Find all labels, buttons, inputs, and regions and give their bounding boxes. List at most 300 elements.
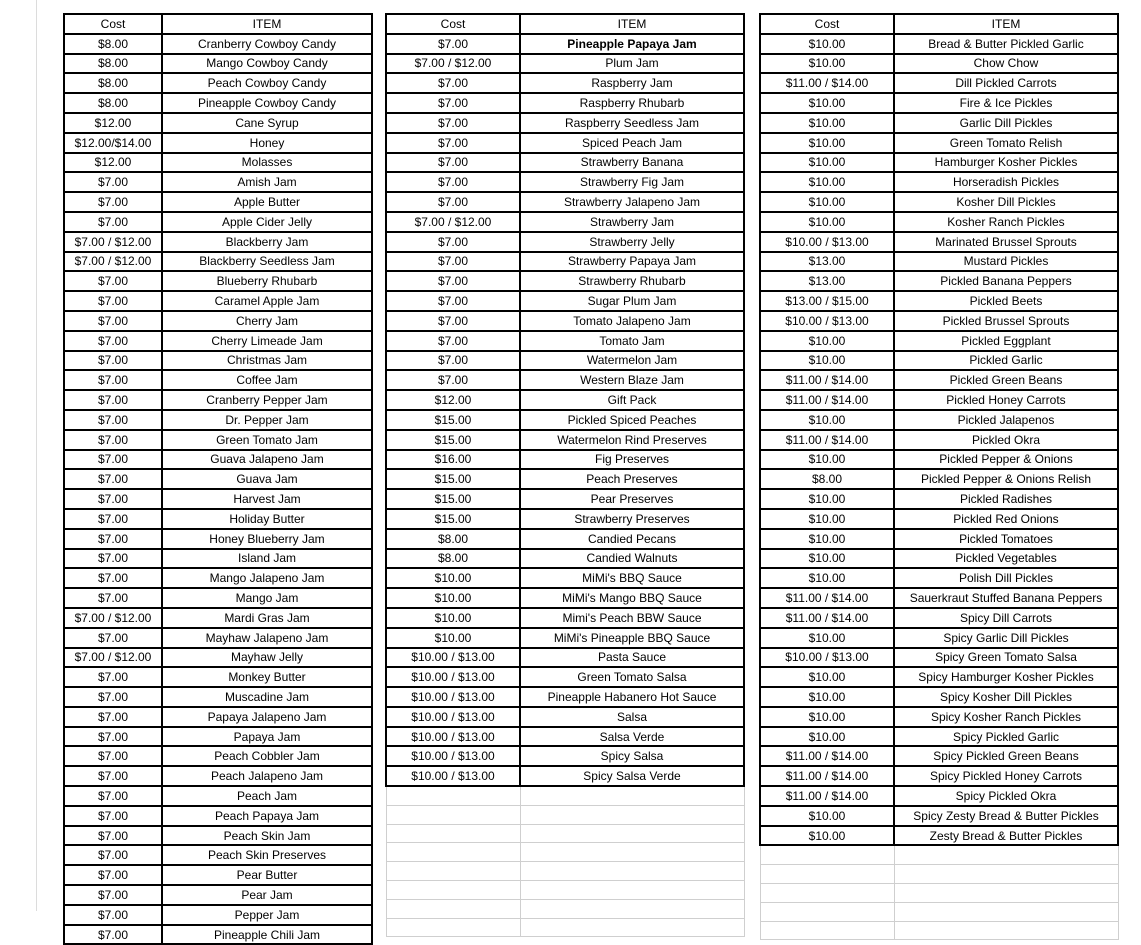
empty-cell[interactable] — [760, 921, 894, 940]
table-row — [64, 252, 372, 272]
item-cell[interactable]: Kosher Ranch Pickles — [894, 212, 1118, 232]
cost-cell[interactable]: $10.00 — [760, 153, 894, 173]
empty-cell[interactable] — [520, 862, 744, 881]
cost-cell[interactable]: $10.00 — [760, 93, 894, 113]
item-cell[interactable]: Bread & Butter Pickled Garlic — [894, 34, 1118, 54]
cost-cell[interactable]: $7.00 / $12.00 — [386, 212, 520, 232]
cost-cell[interactable]: $15.00 — [386, 410, 520, 430]
table-row — [760, 727, 1118, 747]
item-cell[interactable]: Tomato Jam — [520, 331, 744, 351]
item-cell[interactable]: Mardi Gras Jam — [162, 608, 372, 628]
cost-cell[interactable]: $7.00 — [64, 766, 162, 786]
cost-cell[interactable]: $7.00 — [386, 271, 520, 291]
cost-cell[interactable]: $10.00 — [760, 687, 894, 707]
cost-cell[interactable]: $8.00 — [64, 73, 162, 93]
item-cell[interactable]: Papaya Jalapeno Jam — [162, 707, 372, 727]
empty-cell[interactable] — [894, 845, 1118, 864]
cost-cell[interactable]: $7.00 — [64, 271, 162, 291]
empty-cell[interactable] — [894, 884, 1118, 903]
cost-cell[interactable]: $10.00 / $13.00 — [760, 311, 894, 331]
item-cell[interactable]: Guava Jam — [162, 469, 372, 489]
cost-cell[interactable]: $11.00 / $14.00 — [760, 766, 894, 786]
item-cell[interactable]: Pear Preserves — [520, 489, 744, 509]
item-cell[interactable]: Sauerkraut Stuffed Banana Peppers — [894, 588, 1118, 608]
cost-cell[interactable]: $15.00 — [386, 430, 520, 450]
cost-cell[interactable]: $7.00 — [64, 925, 162, 945]
item-cell[interactable]: Strawberry Banana — [520, 153, 744, 173]
item-cell[interactable]: Spicy Salsa — [520, 746, 744, 766]
cost-cell[interactable]: $10.00 / $13.00 — [386, 667, 520, 687]
item-cell[interactable]: Pear Jam — [162, 885, 372, 905]
cost-cell[interactable]: $11.00 / $14.00 — [760, 786, 894, 806]
item-cell[interactable]: Strawberry Jelly — [520, 232, 744, 252]
item-cell[interactable]: Hamburger Kosher Pickles — [894, 153, 1118, 173]
cost-cell[interactable]: $11.00 / $14.00 — [760, 73, 894, 93]
item-cell[interactable]: Pickled Banana Peppers — [894, 271, 1118, 291]
cost-cell[interactable]: $7.00 — [386, 252, 520, 272]
cost-cell[interactable]: $10.00 — [760, 727, 894, 747]
cost-cell[interactable]: $11.00 / $14.00 — [760, 608, 894, 628]
cost-cell[interactable]: $7.00 / $12.00 — [64, 232, 162, 252]
cost-cell[interactable]: $7.00 — [386, 133, 520, 153]
empty-cell[interactable] — [520, 843, 744, 862]
cost-cell[interactable]: $7.00 / $12.00 — [64, 252, 162, 272]
item-cell[interactable]: Strawberry Papaya Jam — [520, 252, 744, 272]
empty-cell[interactable] — [520, 786, 744, 805]
cost-cell[interactable]: $7.00 / $12.00 — [64, 648, 162, 668]
empty-cell[interactable] — [386, 881, 520, 900]
item-cell[interactable]: Peach Papaya Jam — [162, 806, 372, 826]
cost-cell[interactable]: $7.00 — [386, 172, 520, 192]
item-cell[interactable]: Pickled Eggplant — [894, 331, 1118, 351]
cost-cell[interactable]: $12.00 — [64, 153, 162, 173]
cost-cell[interactable]: $7.00 — [386, 93, 520, 113]
cost-cell[interactable]: $15.00 — [386, 489, 520, 509]
cost-cell[interactable]: $10.00 — [760, 707, 894, 727]
table-row — [64, 331, 372, 351]
item-cell[interactable]: Harvest Jam — [162, 489, 372, 509]
item-cell[interactable]: Strawberry Fig Jam — [520, 172, 744, 192]
item-cell[interactable]: Watermelon Rind Preserves — [520, 430, 744, 450]
cost-cell[interactable]: $13.00 — [760, 252, 894, 272]
cost-cell[interactable]: $11.00 / $14.00 — [760, 370, 894, 390]
cost-cell[interactable]: $13.00 / $15.00 — [760, 291, 894, 311]
cost-cell[interactable]: $7.00 — [64, 311, 162, 331]
item-cell[interactable]: Pineapple Cowboy Candy — [162, 93, 372, 113]
cost-cell[interactable]: $7.00 — [386, 113, 520, 133]
table-row — [760, 172, 1118, 192]
empty-cell[interactable] — [386, 805, 520, 824]
item-cell[interactable]: Raspberry Seedless Jam — [520, 113, 744, 133]
empty-cell[interactable] — [520, 881, 744, 900]
item-cell[interactable]: Green Tomato Relish — [894, 133, 1118, 153]
item-cell[interactable]: Peach Jalapeno Jam — [162, 766, 372, 786]
item-cell[interactable]: Spicy Dill Carrots — [894, 608, 1118, 628]
item-cell[interactable]: Zesty Bread & Butter Pickles — [894, 826, 1118, 846]
item-cell[interactable]: Chow Chow — [894, 54, 1118, 74]
item-cell[interactable]: Garlic Dill Pickles — [894, 113, 1118, 133]
empty-cell[interactable] — [520, 824, 744, 843]
item-cell[interactable]: Mayhaw Jelly — [162, 648, 372, 668]
item-cell[interactable]: Monkey Butter — [162, 667, 372, 687]
item-cell[interactable]: Cranberry Pepper Jam — [162, 390, 372, 410]
cost-cell[interactable]: $15.00 — [386, 509, 520, 529]
item-cell[interactable]: Pineapple Habanero Hot Sauce — [520, 687, 744, 707]
item-cell[interactable]: Spicy Hamburger Kosher Pickles — [894, 667, 1118, 687]
item-cell[interactable]: Cherry Jam — [162, 311, 372, 331]
cost-cell[interactable]: $10.00 / $13.00 — [386, 766, 520, 786]
cost-cell[interactable]: $8.00 — [386, 549, 520, 569]
item-cell[interactable]: Spicy Pickled Garlic — [894, 727, 1118, 747]
cost-cell[interactable]: $10.00 / $13.00 — [386, 707, 520, 727]
cost-cell[interactable]: $7.00 — [64, 806, 162, 826]
cost-cell[interactable]: $10.00 / $13.00 — [386, 727, 520, 747]
cost-cell[interactable]: $7.00 — [64, 489, 162, 509]
cost-cell[interactable]: $7.00 — [64, 746, 162, 766]
cost-header: Cost — [386, 14, 520, 34]
table-row — [64, 93, 372, 113]
cost-cell[interactable]: $10.00 — [760, 628, 894, 648]
item-cell[interactable]: Marinated Brussel Sprouts — [894, 232, 1118, 252]
cost-cell[interactable]: $10.00 — [760, 133, 894, 153]
item-cell[interactable]: Holiday Butter — [162, 509, 372, 529]
cost-cell[interactable]: $7.00 — [64, 331, 162, 351]
empty-cell[interactable] — [760, 902, 894, 921]
cost-cell[interactable]: $7.00 — [386, 311, 520, 331]
item-cell[interactable]: Christmas Jam — [162, 351, 372, 371]
table-row — [64, 450, 372, 470]
cost-cell[interactable]: $11.00 / $14.00 — [760, 588, 894, 608]
cost-cell[interactable]: $7.00 — [64, 172, 162, 192]
cost-cell[interactable]: $10.00 — [386, 608, 520, 628]
cost-cell[interactable]: $7.00 — [64, 727, 162, 747]
item-cell[interactable]: Candied Pecans — [520, 529, 744, 549]
item-cell[interactable]: Spicy Salsa Verde — [520, 766, 744, 786]
item-cell[interactable]: Blackberry Seedless Jam — [162, 252, 372, 272]
cost-cell[interactable]: $7.00 — [64, 826, 162, 846]
item-cell[interactable]: Raspberry Jam — [520, 73, 744, 93]
item-cell[interactable]: Pickled Honey Carrots — [894, 390, 1118, 410]
item-cell[interactable]: Pasta Sauce — [520, 648, 744, 668]
cost-cell[interactable]: $7.00 — [64, 370, 162, 390]
header-row — [760, 14, 1118, 34]
cost-cell[interactable]: $7.00 — [64, 291, 162, 311]
item-cell[interactable]: Pickled Red Onions — [894, 509, 1118, 529]
empty-cell[interactable] — [894, 902, 1118, 921]
cost-cell[interactable]: $11.00 / $14.00 — [760, 430, 894, 450]
table-row — [64, 845, 372, 865]
item-cell[interactable]: MiMi's Pineapple BBQ Sauce — [520, 628, 744, 648]
cost-cell[interactable]: $7.00 — [64, 469, 162, 489]
cost-cell[interactable]: $7.00 — [64, 885, 162, 905]
item-cell[interactable]: Mustard Pickles — [894, 252, 1118, 272]
table-row — [386, 73, 744, 93]
item-cell[interactable]: Green Tomato Jam — [162, 430, 372, 450]
cost-cell[interactable]: $15.00 — [386, 469, 520, 489]
table-row — [760, 667, 1118, 687]
item-cell[interactable]: Peach Skin Jam — [162, 826, 372, 846]
item-cell[interactable]: Pepper Jam — [162, 905, 372, 925]
item-cell[interactable]: Spicy Garlic Dill Pickles — [894, 628, 1118, 648]
item-cell[interactable]: Fire & Ice Pickles — [894, 93, 1118, 113]
empty-cell[interactable] — [520, 899, 744, 918]
item-cell[interactable]: Mango Jam — [162, 588, 372, 608]
item-cell[interactable]: Polish Dill Pickles — [894, 568, 1118, 588]
item-cell[interactable]: Honey Blueberry Jam — [162, 529, 372, 549]
item-cell[interactable]: Cane Syrup — [162, 113, 372, 133]
cost-cell[interactable]: $10.00 — [760, 489, 894, 509]
cost-cell[interactable]: $11.00 / $14.00 — [760, 746, 894, 766]
empty-cell[interactable] — [760, 865, 894, 884]
table-row — [64, 648, 372, 668]
item-cell[interactable]: Western Blaze Jam — [520, 370, 744, 390]
cost-cell[interactable]: $10.00 — [760, 351, 894, 371]
item-cell[interactable]: Blackberry Jam — [162, 232, 372, 252]
item-cell[interactable]: Kosher Dill Pickles — [894, 192, 1118, 212]
item-cell[interactable]: Muscadine Jam — [162, 687, 372, 707]
item-cell[interactable]: Guava Jalapeno Jam — [162, 450, 372, 470]
item-cell[interactable]: Strawberry Preserves — [520, 509, 744, 529]
item-cell[interactable]: Pickled Vegetables — [894, 549, 1118, 569]
item-cell[interactable]: Watermelon Jam — [520, 351, 744, 371]
item-cell[interactable]: Fig Preserves — [520, 450, 744, 470]
empty-cell[interactable] — [760, 845, 894, 864]
cost-cell[interactable]: $7.00 — [386, 232, 520, 252]
item-cell[interactable]: Sugar Plum Jam — [520, 291, 744, 311]
item-cell[interactable]: Mango Cowboy Candy — [162, 54, 372, 74]
cost-cell[interactable]: $10.00 — [760, 549, 894, 569]
item-cell[interactable]: Molasses — [162, 153, 372, 173]
item-cell[interactable]: Peach Jam — [162, 786, 372, 806]
item-cell[interactable]: Cranberry Cowboy Candy — [162, 34, 372, 54]
empty-cell[interactable] — [386, 824, 520, 843]
cost-cell[interactable]: $10.00 / $13.00 — [760, 232, 894, 252]
cost-cell[interactable]: $10.00 — [386, 568, 520, 588]
cost-cell[interactable]: $7.00 — [386, 370, 520, 390]
table-row — [760, 113, 1118, 133]
item-cell[interactable]: Cherry Limeade Jam — [162, 331, 372, 351]
cost-cell[interactable]: $10.00 / $13.00 — [386, 648, 520, 668]
item-cell[interactable]: Dill Pickled Carrots — [894, 73, 1118, 93]
table-row — [760, 410, 1118, 430]
table-row — [386, 34, 744, 54]
item-cell[interactable]: Spicy Pickled Okra — [894, 786, 1118, 806]
item-cell[interactable]: Papaya Jam — [162, 727, 372, 747]
table-row — [64, 133, 372, 153]
empty-cell[interactable] — [520, 918, 744, 937]
item-cell[interactable]: Strawberry Rhubarb — [520, 271, 744, 291]
cost-cell[interactable]: $7.00 — [64, 390, 162, 410]
cost-cell[interactable]: $7.00 — [64, 568, 162, 588]
item-cell[interactable]: Apple Butter — [162, 192, 372, 212]
empty-cell[interactable] — [386, 862, 520, 881]
cost-cell[interactable]: $10.00 — [760, 212, 894, 232]
cost-cell[interactable]: $7.00 — [64, 529, 162, 549]
item-cell[interactable]: Dr. Pepper Jam — [162, 410, 372, 430]
cost-cell[interactable]: $10.00 — [760, 806, 894, 826]
item-cell[interactable]: Caramel Apple Jam — [162, 291, 372, 311]
item-cell[interactable]: Pickled Pepper & Onions — [894, 450, 1118, 470]
item-cell[interactable]: Mayhaw Jalapeno Jam — [162, 628, 372, 648]
item-cell[interactable]: Pickled Radishes — [894, 489, 1118, 509]
cost-cell[interactable]: $7.00 — [386, 331, 520, 351]
item-cell[interactable]: Pickled Tomatoes — [894, 529, 1118, 549]
cost-cell[interactable]: $10.00 — [760, 172, 894, 192]
table-row — [760, 529, 1118, 549]
cost-cell[interactable]: $10.00 / $13.00 — [386, 687, 520, 707]
item-cell[interactable]: Candied Walnuts — [520, 549, 744, 569]
empty-cell[interactable] — [894, 921, 1118, 940]
cost-cell[interactable]: $7.00 — [386, 34, 520, 54]
item-cell[interactable]: Strawberry Jalapeno Jam — [520, 192, 744, 212]
item-cell[interactable]: Spicy Pickled Honey Carrots — [894, 766, 1118, 786]
cost-cell[interactable]: $7.00 — [386, 73, 520, 93]
cost-cell[interactable]: $7.00 — [64, 786, 162, 806]
item-cell[interactable]: Pear Butter — [162, 865, 372, 885]
cost-cell[interactable]: $10.00 — [386, 588, 520, 608]
item-cell[interactable]: Raspberry Rhubarb — [520, 93, 744, 113]
item-cell[interactable]: Green Tomato Salsa — [520, 667, 744, 687]
item-cell[interactable]: MiMi's Mango BBQ Sauce — [520, 588, 744, 608]
item-cell[interactable]: Pineapple Papaya Jam — [520, 34, 744, 54]
cost-cell[interactable]: $7.00 — [64, 588, 162, 608]
cost-cell[interactable]: $7.00 — [64, 351, 162, 371]
item-cell[interactable]: Coffee Jam — [162, 370, 372, 390]
cost-cell[interactable]: $12.00 — [64, 113, 162, 133]
table-row — [760, 786, 1118, 806]
item-cell[interactable]: Spicy Zesty Bread & Butter Pickles — [894, 806, 1118, 826]
item-cell[interactable]: Blueberry Rhubarb — [162, 271, 372, 291]
item-cell[interactable]: Pickled Okra — [894, 430, 1118, 450]
item-cell[interactable]: Pineapple Chili Jam — [162, 925, 372, 945]
cost-cell[interactable]: $10.00 — [760, 54, 894, 74]
item-cell[interactable]: Peach Preserves — [520, 469, 744, 489]
cost-cell[interactable]: $7.00 — [386, 192, 520, 212]
cost-cell[interactable]: $13.00 — [760, 271, 894, 291]
cost-cell[interactable]: $7.00 — [64, 687, 162, 707]
cost-cell[interactable]: $7.00 — [64, 430, 162, 450]
item-cell[interactable]: Island Jam — [162, 549, 372, 569]
cost-cell[interactable]: $10.00 — [760, 450, 894, 470]
item-cell[interactable]: Pickled Brussel Sprouts — [894, 311, 1118, 331]
item-cell[interactable]: Salsa — [520, 707, 744, 727]
cost-cell[interactable]: $7.00 — [386, 351, 520, 371]
item-cell[interactable]: Peach Cobbler Jam — [162, 746, 372, 766]
item-cell[interactable]: Pickled Pepper & Onions Relish — [894, 469, 1118, 489]
cost-cell[interactable]: $10.00 — [760, 826, 894, 846]
item-cell[interactable]: Salsa Verde — [520, 727, 744, 747]
item-cell[interactable]: Amish Jam — [162, 172, 372, 192]
item-cell[interactable]: Pickled Spiced Peaches — [520, 410, 744, 430]
cost-cell[interactable]: $7.00 — [64, 549, 162, 569]
item-cell[interactable]: Pickled Green Beans — [894, 370, 1118, 390]
cost-cell[interactable]: $7.00 — [64, 707, 162, 727]
cost-cell[interactable]: $16.00 — [386, 450, 520, 470]
cost-cell[interactable]: $10.00 / $13.00 — [760, 648, 894, 668]
item-cell[interactable]: Gift Pack — [520, 390, 744, 410]
empty-cell[interactable] — [520, 805, 744, 824]
cost-cell[interactable]: $10.00 — [760, 529, 894, 549]
table-row — [386, 568, 744, 588]
empty-cell[interactable] — [386, 918, 520, 937]
table-row — [760, 271, 1118, 291]
cost-cell[interactable]: $12.00 — [386, 390, 520, 410]
empty-cell[interactable] — [894, 865, 1118, 884]
cost-cell[interactable]: $10.00 — [760, 410, 894, 430]
empty-cell[interactable] — [386, 786, 520, 805]
cost-cell[interactable]: $8.00 — [386, 529, 520, 549]
cost-cell[interactable]: $7.00 — [64, 845, 162, 865]
cost-cell[interactable]: $10.00 — [760, 34, 894, 54]
table-row — [386, 331, 744, 351]
table-row — [760, 153, 1118, 173]
item-cell[interactable]: Spicy Kosher Ranch Pickles — [894, 707, 1118, 727]
cost-cell[interactable]: $7.00 / $12.00 — [64, 608, 162, 628]
item-cell[interactable]: Mimi's Peach BBW Sauce — [520, 608, 744, 628]
cost-cell[interactable]: $7.00 — [386, 153, 520, 173]
cost-cell[interactable]: $7.00 — [64, 628, 162, 648]
item-cell[interactable]: Peach Cowboy Candy — [162, 73, 372, 93]
cost-cell[interactable]: $8.00 — [64, 54, 162, 74]
item-cell[interactable]: Mango Jalapeno Jam — [162, 568, 372, 588]
item-cell[interactable]: Horseradish Pickles — [894, 172, 1118, 192]
item-cell[interactable]: Pickled Jalapenos — [894, 410, 1118, 430]
item-cell[interactable]: Spicy Kosher Dill Pickles — [894, 687, 1118, 707]
item-cell[interactable]: MiMi's BBQ Sauce — [520, 568, 744, 588]
cost-cell[interactable]: $8.00 — [64, 34, 162, 54]
cost-cell[interactable]: $7.00 — [64, 450, 162, 470]
empty-cell[interactable] — [760, 884, 894, 903]
cost-cell[interactable]: $7.00 — [64, 905, 162, 925]
item-cell[interactable]: Spicy Green Tomato Salsa — [894, 648, 1118, 668]
cost-cell[interactable]: $7.00 — [64, 410, 162, 430]
item-cell[interactable]: Peach Skin Preserves — [162, 845, 372, 865]
cost-cell[interactable]: $10.00 — [760, 192, 894, 212]
table-row — [760, 806, 1118, 826]
item-cell[interactable]: Pickled Garlic — [894, 351, 1118, 371]
table-row — [64, 806, 372, 826]
cost-cell[interactable]: $7.00 — [386, 291, 520, 311]
cost-cell[interactable]: $10.00 — [760, 331, 894, 351]
cost-cell[interactable]: $8.00 — [760, 469, 894, 489]
empty-cell[interactable] — [386, 899, 520, 918]
cost-cell[interactable]: $7.00 — [64, 667, 162, 687]
item-cell[interactable]: Strawberry Jam — [520, 212, 744, 232]
cost-cell[interactable]: $8.00 — [64, 93, 162, 113]
cost-cell[interactable]: $7.00 / $12.00 — [386, 54, 520, 74]
item-cell[interactable]: Spicy Pickled Green Beans — [894, 746, 1118, 766]
item-cell[interactable]: Pickled Beets — [894, 291, 1118, 311]
cost-cell[interactable]: $10.00 — [386, 628, 520, 648]
cost-cell[interactable]: $7.00 — [64, 865, 162, 885]
cost-cell[interactable]: $12.00/$14.00 — [64, 133, 162, 153]
item-cell[interactable]: Spiced Peach Jam — [520, 133, 744, 153]
cost-cell[interactable]: $7.00 — [64, 212, 162, 232]
empty-cell[interactable] — [386, 843, 520, 862]
cost-cell[interactable]: $10.00 — [760, 568, 894, 588]
item-cell[interactable]: Honey — [162, 133, 372, 153]
cost-cell[interactable]: $10.00 — [760, 113, 894, 133]
cost-cell[interactable]: $7.00 — [64, 192, 162, 212]
cost-cell[interactable]: $10.00 — [760, 509, 894, 529]
cost-cell[interactable]: $10.00 / $13.00 — [386, 746, 520, 766]
cost-cell[interactable]: $7.00 — [64, 509, 162, 529]
cost-cell[interactable]: $10.00 — [760, 667, 894, 687]
item-cell[interactable]: Apple Cider Jelly — [162, 212, 372, 232]
item-cell[interactable]: Plum Jam — [520, 54, 744, 74]
item-cell[interactable]: Tomato Jalapeno Jam — [520, 311, 744, 331]
cost-cell[interactable]: $11.00 / $14.00 — [760, 390, 894, 410]
